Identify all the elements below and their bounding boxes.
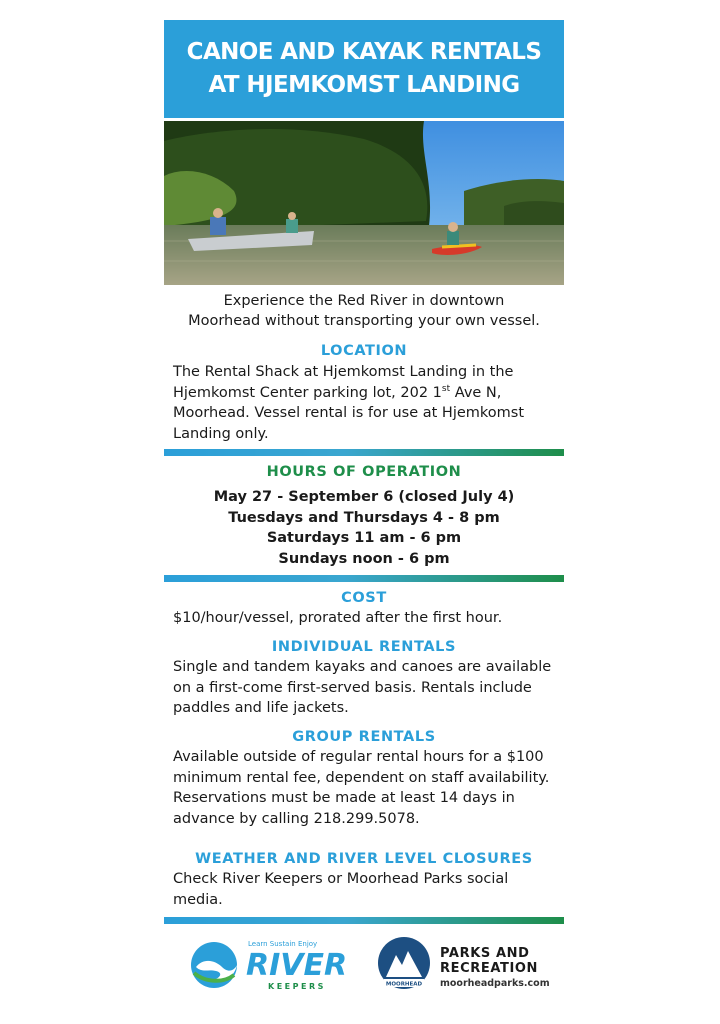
hours-line: May 27 - September 6 (closed July 4) (213, 489, 515, 505)
river-keepers-word: RIVER (246, 948, 348, 983)
intro-line-1: Experience the Red River in downtown (223, 293, 505, 309)
intro-text (164, 291, 564, 331)
divider-2 (164, 575, 564, 582)
title-banner (164, 20, 564, 118)
group-text: Available outside of regular rental hours for a $100 minimum rental fee, dependent on staff availability. Reservations must be made at least 14 days in advance by calling 218.299.5078. (173, 749, 550, 827)
location-sup: st (441, 383, 451, 394)
individual-text: Single and tandem kayaks and canoes are available on a first-come first-served basis. Rentals include paddles and life jackets. (173, 659, 552, 716)
river-keepers-sub: KEEPERS (268, 982, 326, 991)
parks-text (440, 946, 550, 991)
intro-line-2: Moorhead without transporting your own vessel. (188, 313, 540, 329)
river-keepers-tagline: Learn Sustain Enjoy (248, 940, 318, 948)
location-text-b: Ave N, Moorhead. Vessel rental is for use at Hjemkomst Landing only. (173, 384, 525, 442)
parks-line-2: RECREATION (440, 961, 539, 976)
group-heading: GROUP RENTALS (292, 729, 436, 745)
river-photo (164, 121, 564, 285)
parks-url: moorheadparks.com (440, 978, 550, 989)
hours-heading: HOURS OF OPERATION (266, 464, 462, 480)
cost-text: $10/hour/vessel, prorated after the first hour. (173, 610, 503, 626)
location-text (173, 362, 558, 444)
divider-3 (164, 917, 564, 924)
cost-heading: COST (341, 590, 387, 606)
weather-heading: WEATHER AND RIVER LEVEL CLOSURES (195, 851, 533, 867)
title-line-1: CANOE AND KAYAK RENTALS (186, 39, 542, 65)
weather-text: Check River Keepers or Moorhead Parks social media. (173, 871, 509, 908)
hours-lines (164, 487, 564, 569)
parks-badge: MOORHEAD (385, 981, 423, 988)
hours-line: Sundays noon - 6 pm (278, 550, 450, 567)
river-keepers-logo (190, 933, 348, 993)
hours-line: Tuesdays and Thursdays 4 - 8 pm (228, 509, 500, 526)
divider-1 (164, 449, 564, 456)
title-line-2: AT HJEMKOMST LANDING (208, 72, 520, 98)
location-heading: LOCATION (320, 343, 408, 359)
individual-heading: INDIVIDUAL RENTALS (271, 639, 457, 655)
hours-line: Saturdays 11 am - 6 pm (266, 530, 462, 546)
location-text-a: The Rental Shack at Hjemkomst Landing in the Hjemkomst Center parking lot, 202 1 (173, 364, 514, 401)
parks-line-1: PARKS AND (440, 946, 530, 961)
